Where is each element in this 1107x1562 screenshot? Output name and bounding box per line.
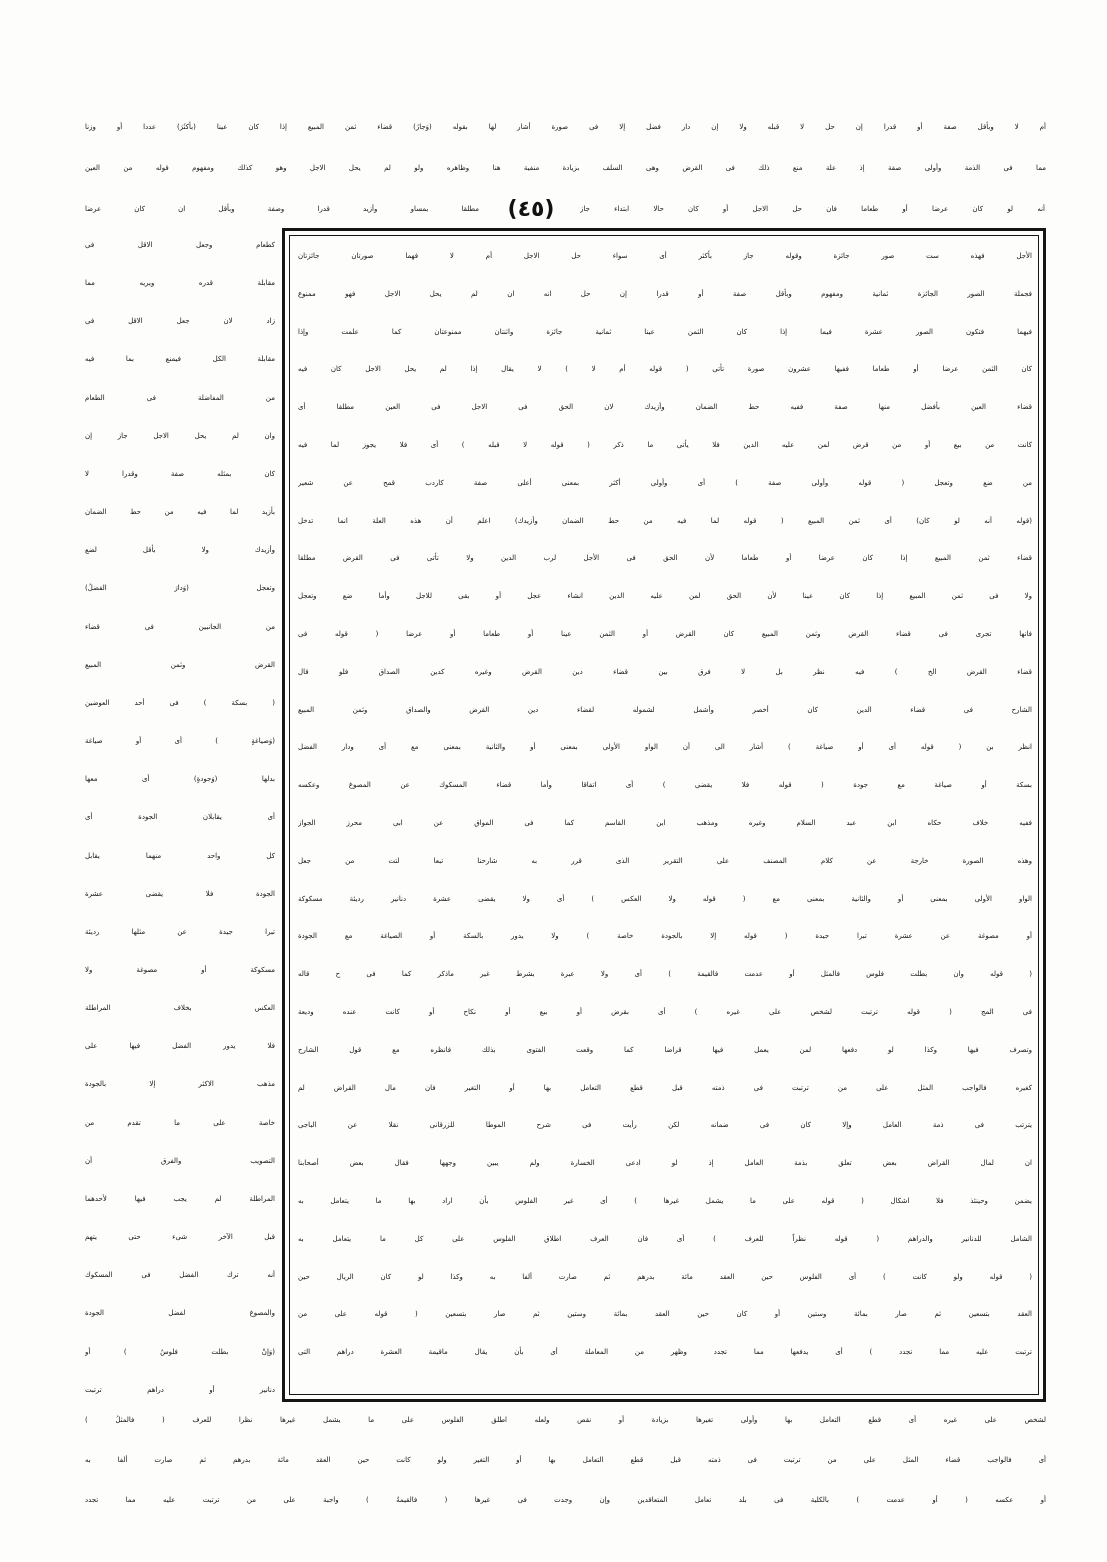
commentary-line: انظر بن ( قوله أى أو صياغة ) أشار الى أن الواو الأولى بمعنى أو والثانية بمعنى مع أى ودار الفضل (298, 743, 1032, 752)
page-number: (٤٥) (507, 197, 555, 222)
side-column-line: القرض وثمن المبيع (85, 660, 275, 669)
commentary-line: ان لمال القراض بعض تعلق بذمة العامل إذ لو ادعى الخسارة ولم يبين وجهها فقال بعض أصحابنا (298, 1159, 1032, 1168)
commentary-line: قضاء القرض الخ ) فيه نظر بل لا فرق بين قضاء دين القرض وغيره كدين الصداق فلو قال (298, 667, 1032, 676)
main-text-segment: أنه لو كان عرضا أو طعاما فان حل الاجل أو كان حالا ابتداء جاز (580, 205, 1045, 213)
commentary-line: ( قوله وان بطلت فلوس فالمثل أو عدمت فالقيمة ) أى ولا عبرة بشرط غير ماذكر كما فى ح قاله (298, 970, 1032, 979)
commentary-line: كانت من بيع أو من قرض لمن عليه الدين فلا يأتى ما ذكر ( قوله لا قبله ) أى فلا يجوز لما فيه (298, 440, 1032, 449)
side-column-line: من الجانبين فى قضاء (85, 622, 275, 631)
commentary-box (298, 238, 1032, 1372)
side-column-line: فلا يدور الفضل فيها على (85, 1042, 275, 1051)
commentary-line: بسكة أو صياغة مع جودة ( قوله فلا يقضى ) أى اتفاقا وأما قضاء المسكوك عن المصوغ وعكسه (298, 781, 1032, 790)
commentary-line: ( قوله ولو كانت ) أى الفلوس حين العقد مائة بدرهم ثم صارت ألفا به وكذا لو كان الريال حين (298, 1272, 1032, 1281)
side-column-line: بدلها (وَجودةٍ) أى معها (85, 775, 275, 784)
commentary-line: قضاء العين بأفضل منها صفة ففيه حط الضمان وأزيدك لان الحق فى الاجل فى العين مطلقا أى (298, 403, 1032, 412)
commentary-line: ترتبت عليه مما تجدد ) أى يدفعها مما تجدد وظهر من المعاملة أى بأن يقال ماقيمة العشرة دراهم التى (298, 1348, 1032, 1357)
commentary-line: الأجل فهذه ست صور جائزة وقوله جاز بأكثر أى سواء حل الاجل أم لا فهما صورتان جائزتان (298, 252, 1032, 260)
main-text-line: لشخص على غيره أى قطع التعامل بها وأولى تغيرها بزيادة أو نقص ولعله اطلق الفلوس على ما يشمل غيرها نظرا للعرف ( فالمثلُ ) (85, 1416, 1046, 1424)
commentary-line: الواو الأولى بمعنى أو والثانية بمعنى مع ( قوله ولا العكس ) أى ولا يقضى عشرة دنانير رديئة مسكوكة (298, 894, 1032, 903)
side-column-line: مذهب الاكثر إلا بالجودة (85, 1080, 275, 1089)
commentary-line: الشارح فى قضاء الدين كان أخصر وأشمل لشموله لقضاء دين القرض والصداق وثمن المبيع (298, 705, 1032, 714)
side-column-line: (وَصياغةٍ ) أى أو صياغة (85, 737, 275, 746)
side-column-line: من المفاضلة فى الطعام (85, 393, 275, 402)
commentary-line: كغيره فالواجب المثل على من ترتبت فى ذمته قبل قطع التعامل بها أو التغير فان مال القراض لم (298, 1083, 1032, 1092)
commentary-line: الشامل للدنانير والدراهم ( قوله نظراً للعرف ) أى فان العرف اطلاق الفلوس على كل ما يتعامل به (298, 1234, 1032, 1243)
commentary-line: ولا فى ثمن المبيع إذا كان عينا لأن الحق لمن عليه الدين انشاء عجل أو بقى للاجل وأما ضع وتعجل (298, 592, 1032, 601)
side-column-line: كان بمثله صفة وقدرا لا (85, 469, 275, 478)
side-column-line: كل واحد منهما يقابل (85, 851, 275, 860)
main-text-line-with-page-number (85, 189, 1046, 230)
commentary-line: من ضع وتعجل ( قوله وأولى صفة ) أى وأولى أكثر بمعنى أعلى صفة كاردب قمح عن شعير (298, 478, 1032, 487)
main-text-line: أو عكسه ( أو عدمت ) بالكلية فى بلد تعامل المتعاقدين وإن وجدت فى غيرها ( فالقيمةُ ) واجبة على من ترتبت عليه مما تجدد (85, 1496, 1046, 1504)
commentary-line: كان الثمن عرضا أو طعاما ففيها عشرون صورة تأتى ( قوله أم لا ) لا يقال إذا لم يحل الاجل كان فيه (298, 365, 1032, 374)
side-column-line: خاصة على ما تقدم من (85, 1118, 275, 1127)
bottom-text-block (85, 1400, 1046, 1520)
side-column-line: دنانير أو دراهم ترتبت (85, 1385, 275, 1394)
commentary-line: أو مصوغة عن عشرة تبرا جيدة ( قوله إلا بالجودة خاصة ) ولا يدور بالسكة أو الصياغة مع الجودة (298, 932, 1032, 941)
commentary-line: فى المج ( قوله ترتبت لشخص على غيره ) أى بقرض أو بيع أو نكاح أو كانت عنده وديعة (298, 1007, 1032, 1016)
commentary-line: (قوله أنه لو كان) أى ثمن المبيع ( قوله لما فيه من حط الضمان وأزيدك) اعلم أن هذه العلة انما تدخل (298, 516, 1032, 525)
side-column (85, 226, 275, 1409)
main-text-line: مما فى الذمة وأولى صفة إذ علة منع ذلك فى القرض وهى السلف بزيادة منفية هنا وظاهره ولو لم يحل الاجل وهو كذلك ومفهوم قوله من العين (85, 164, 1046, 172)
side-column-line: زاد لان جعل الاقل فى (85, 317, 275, 326)
side-column-line: وأزيدك ولا بأقل لضع (85, 546, 275, 555)
commentary-line: فيهما فتكون الصور عشرة فيما إذا كان الثمن عينا ثمانية جائزة واثنتان ممنوعتان كما علمت وإذا (298, 327, 1032, 336)
commentary-line: فانها تجرى فى قضاء القرض وثمن المبيع كان القرض أو الثمن عينا أو طعاما أو عرضا ( قوله فى (298, 629, 1032, 638)
commentary-line: يضمن وحينئذ فلا اشكال ( قوله على ما يشمل غيرها ) أى غير الفلوس بأن اراد بها ما يتعامل به (298, 1196, 1032, 1205)
side-column-line: التصويب والفرق أن (85, 1156, 275, 1165)
side-column-line: والمصوغ لفضل الجودة (85, 1309, 275, 1318)
commentary-line: وتصرف فيها وكذا لو دفعها لمن يعمل فيها قراضا كما وقعت الفتوى بذلك فانظره مع قول الشارح (298, 1045, 1032, 1054)
side-column-line: العكس بخلاف المراطلة (85, 1004, 275, 1013)
side-column-line: تبرا جيدة عن مثلها رديئة (85, 927, 275, 936)
side-column-line: بأزيد لما فيه من حط الضمان (85, 508, 275, 517)
commentary-line: ففيه خلاف حكاه ابن عبد السلام وغيره ومذهب ابن القاسم كما فى المواق عن ابى محرز الجواز (298, 818, 1032, 827)
side-column-line: وتعجل (وَدارَ الفضلُ) (85, 584, 275, 593)
side-column-line: المراطلة لم يجب فيها لأحدهما (85, 1194, 275, 1203)
side-column-line: أى يقابلان الجودة أى (85, 813, 275, 822)
commentary-line: قضاء ثمن المبيع إذا كان عرضا أو طعاما لأن الحق فى الأجل لرب الدين ولا تأتى فى القرض مطلقا (298, 554, 1032, 563)
side-column-line: الجودة فلا يقضى عشرة (85, 889, 275, 898)
commentary-line: فجملة الصور الجائزة ثمانية ومفهوم وبأقل صفة أو قدرا إن حل انه ان لم يحل الاجل فهو ممنوع (298, 289, 1032, 298)
side-column-line: مسكوكة أو مصوغة ولا (85, 965, 275, 974)
side-column-line: أنه ترك الفضل فى المسكوك (85, 1271, 275, 1280)
side-column-line: كطعام وجعل الاقل فى (85, 241, 275, 249)
top-text-block (85, 107, 1046, 230)
main-text-line: أى فالواجب قضاء المثل على من ترتبت فى ذمته قبل قطع التعامل بها أو التغير ولو كانت حين العقد مائة بدرهم ثم صارت ألفا به (85, 1456, 1046, 1464)
side-column-line: ( بسكة ) فى أحد العوضين (85, 698, 275, 707)
main-text-line: أم لا وبأقل صفة أو قدرا إن حل لا قبله ولا إن دار فضل إلا فى صورة أشار لها بقوله (وَجازَ) قضاء ثمن المبيع إذا كان عينا (بأكثَرَ) عددا أو وزنا (85, 123, 1046, 131)
side-column-line: (وَإنْ بطلت فلوسٌ ) أو (85, 1347, 275, 1356)
side-column-line: مقابلة قدره ويريه مما (85, 279, 275, 288)
commentary-line: يترتب فى ذمة العامل وإلا كان فى ضمانه لكن رأيت فى شرح الموطا للزرقانى نقلا عن الباجى (298, 1121, 1032, 1130)
side-column-line: وان لم يحل الاجل جاز إن (85, 431, 275, 440)
main-text-segment: مطلقا بمساو وأزيد قدرا وصفة وبأقل ان كان عرضا (85, 205, 479, 213)
side-column-line: قبل الآخر شىء حتى يتهم (85, 1233, 275, 1242)
commentary-line: وهذه الصورة خارجة عن كلام المصنف على التقرير الذى قرر به شارحنا تبعا لتت من جعل (298, 856, 1032, 865)
side-column-line: مقابلة الكل فيمنع بما فيه (85, 355, 275, 364)
commentary-line: العقد بتسعين ثم صار بمائة وستين أو كان حين العقد بمائة وستين ثم صار بتسعين ( قوله على من (298, 1310, 1032, 1319)
